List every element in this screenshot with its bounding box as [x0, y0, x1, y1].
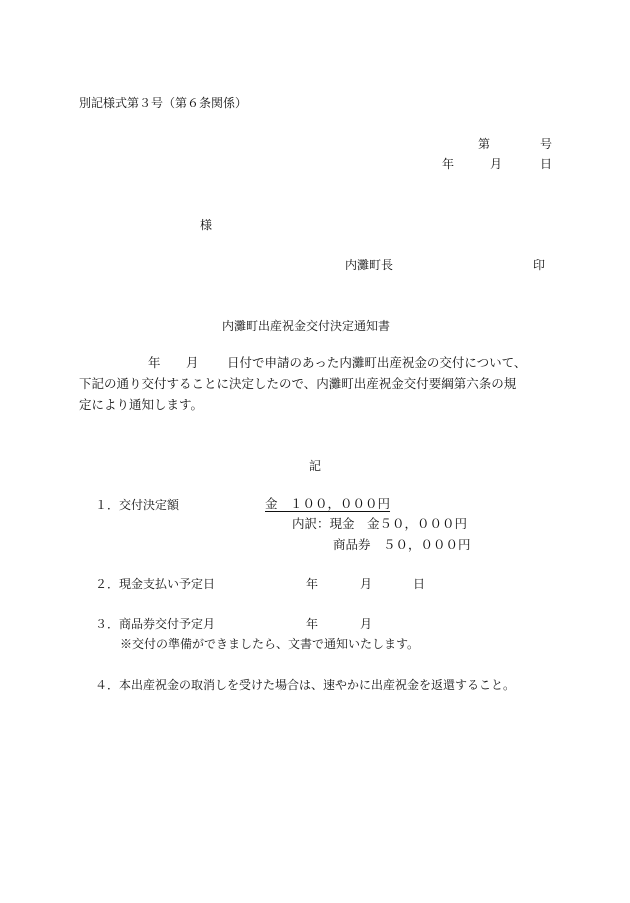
seal-mark: 印	[533, 258, 546, 272]
item4-text: ４．本出産祝金の取消しを受けた場合は、速やかに出産祝金を返還すること。	[95, 678, 516, 692]
number-label-dai: 第	[478, 137, 491, 151]
document-title: 内灘町出産祝金交付決定通知書	[222, 319, 391, 333]
body-line3: 定により通知します。	[79, 397, 204, 412]
date-day: 日	[540, 157, 553, 171]
item2-label: ２．現金支払い予定日	[95, 577, 216, 591]
body-year: 年	[148, 355, 161, 370]
item3-year: 年	[306, 617, 319, 631]
date-year: 年	[442, 157, 455, 171]
ki-heading: 記	[309, 459, 322, 473]
item1-amount: 金 １００，０００円	[265, 496, 391, 511]
item2-year: 年	[306, 577, 319, 591]
date-month: 月	[490, 157, 503, 171]
item2-month: 月	[360, 577, 373, 591]
item3-note: ※交付の準備ができましたら、文書で通知いたします。	[120, 637, 420, 651]
form-header: 別記様式第３号（第６条関係）	[79, 96, 248, 110]
item1-breakdown-cash: 内訳：現金 金５０，０００円	[292, 516, 468, 531]
body-month: 月	[186, 355, 199, 370]
body-line2: 下記の通り交付することに決定したので、内灘町出産祝金交付要綱第六条の規	[79, 376, 517, 391]
item3-label: ３．商品券交付予定月	[95, 617, 216, 631]
item1-breakdown-voucher: 商品券 ５０，０００円	[333, 537, 471, 552]
body-line1: 日付で申請のあった内灘町出産祝金の交付について、	[227, 355, 527, 370]
addressee-suffix: 様	[200, 218, 213, 232]
item1-label: １．交付決定額	[95, 498, 180, 512]
item2-day: 日	[413, 577, 426, 591]
number-label-go: 号	[540, 137, 553, 151]
item3-month: 月	[360, 617, 373, 631]
issuer-name: 内灘町長	[345, 258, 394, 272]
